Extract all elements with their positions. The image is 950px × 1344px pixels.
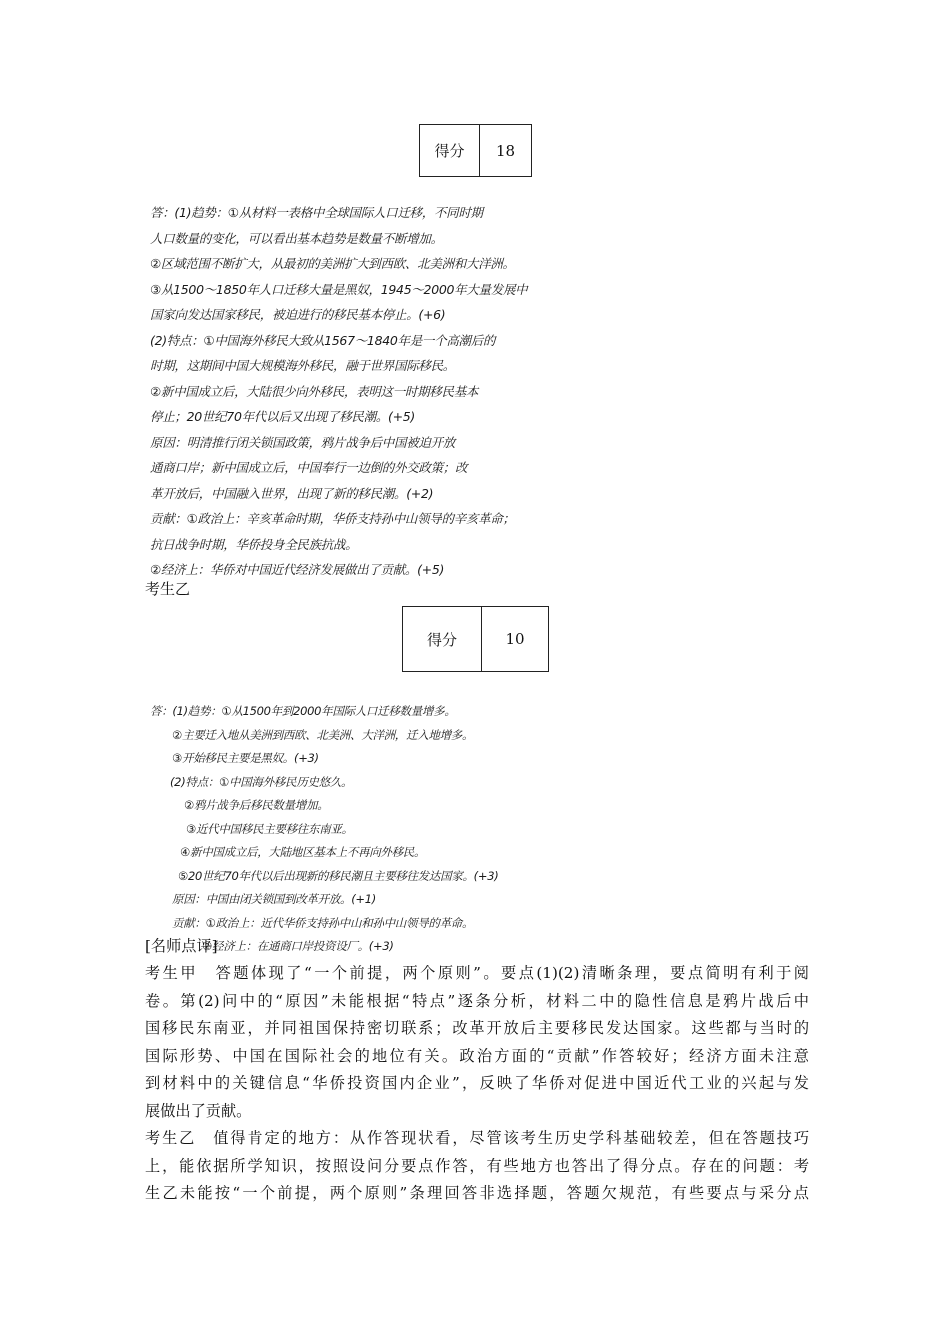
answer-b-line: ③开始移民主要是黑奴。(+3) xyxy=(172,751,319,765)
answer-b-line: ⑤20世纪70年代以后出现新的移民潮且主要移往发达国家。(+3) xyxy=(178,868,499,883)
comment-a-line: 到材料中的关键信息“华侨投资国内企业”，反映了华侨对促进中国近代工业的兴起与发 xyxy=(145,1074,809,1092)
answer-b-line: 贡献：①政治上：近代华侨支持孙中山和孙中山领导的革命。 xyxy=(172,915,474,930)
comment-b-line: 上，能依据所学知识，按照设问分要点作答，有些地方也答出了得分点。存在的问题：考 xyxy=(145,1156,809,1175)
comment-a-line: 国移民东南亚，并同祖国保持密切联系；改革开放后主要移民发达国家。这些都与当时的 xyxy=(145,1019,809,1037)
comment-a-line: 考生甲 答题体现了“一个前提，两个原则”。要点(1)(2)清晰条理，要点简明有利于阅 xyxy=(145,964,809,982)
answer-a-line: 人口数量的变化，可以看出基本趋势是数量不断增加。 xyxy=(150,230,443,246)
handwritten-answer-b xyxy=(150,700,498,959)
answer-b-line: ③近代中国移民主要移往东南亚。 xyxy=(186,821,353,836)
student-b-label: 考生乙 xyxy=(145,580,191,598)
answer-a-line: 国家向发达国家移民，被迫进行的移民基本停止。(+6) xyxy=(150,307,446,322)
answer-a-line: 原因：明清推行闭关锁国政策，鸦片战争后中国被迫开放 xyxy=(150,434,456,450)
answer-b-line: ②经济上：在通商口岸投资设厂。(+3) xyxy=(202,939,394,953)
score-label-b: 得分 xyxy=(426,630,457,649)
answer-b-line: ④新中国成立后，大陆地区基本上不再向外移民。 xyxy=(180,845,426,859)
answer-a-line: 答：(1)趋势：①从材料一表格中全球国际人口迁移，不同时期 xyxy=(150,205,483,220)
answer-b-line: ②鸦片战争后移民数量增加。 xyxy=(184,798,329,812)
answer-a-line: 通商口岸；新中国成立后，中国奉行一边倒的外交政策；改 xyxy=(150,460,468,475)
score-label-a: 得分 xyxy=(434,142,465,160)
answer-a-line: ②经济上：华侨对中国近代经济发展做出了贡献。(+5) xyxy=(150,562,445,577)
answer-b-line: ②主要迁入地从美洲到西欧、北美洲、大洋洲，迁入地增多。 xyxy=(172,727,474,742)
answer-a-line: 贡献：①政治上：辛亥革命时期，华侨支持孙中山领导的辛亥革命； xyxy=(150,511,515,526)
comment-a-line: 展做出了贡献。 xyxy=(145,1101,252,1120)
answer-a-line: 时期，这期间中国大规模海外移民，融于世界国际移民。 xyxy=(150,358,456,373)
comment-b-line: 生乙未能按“一个前提，两个原则”条理回答非选择题，答题欠规范，有些要点与采分点 xyxy=(145,1184,809,1202)
handwritten-answer-a xyxy=(150,200,527,583)
comment-a-line: 卷。第(2)问中的“原因”未能根据“特点”逐条分析，材料二中的隐性信息是鸦片战后中 xyxy=(145,991,809,1010)
comment-b-line: 考生乙 值得肯定的地方：从作答现状看，尽管该考生历史学科基础较差，但在答题技巧 xyxy=(145,1129,809,1147)
answer-a-line: 革开放后，中国融入世界，出现了新的移民潮。(+2) xyxy=(150,485,434,501)
answer-a-line: ②新中国成立后，大陆很少向外移民，表明这一时期移民基本 xyxy=(150,383,479,399)
answer-a-line: (2)特点：①中国海外移民大致从1567～1840年是一个高潮后的 xyxy=(150,332,496,348)
answer-a-line: 停止；20世纪70年代以后又出现了移民潮。(+5) xyxy=(150,409,415,424)
answer-a-line: 抗日战争时期，华侨投身全民族抗战。 xyxy=(150,536,358,552)
comment-a-line: 国际形势、中国在国际社会的地位有关。政治方面的“贡献”作答较好；经济方面未注意 xyxy=(145,1046,809,1065)
score-value-a: 18 xyxy=(479,125,531,176)
comment-student-a xyxy=(145,960,809,1125)
comment-student-b xyxy=(145,1125,809,1208)
comment-heading: [名师点评] xyxy=(145,937,218,955)
answer-b-line: 原因：中国由闭关锁国到改革开放。(+1) xyxy=(172,892,376,906)
score-box-b xyxy=(402,606,549,672)
answer-a-line: ②区域范围不断扩大，从最初的美洲扩大到西欧、北美洲和大洋洲。 xyxy=(150,256,515,271)
score-box-a xyxy=(419,124,532,177)
answer-a-line: ③从1500～1850年人口迁移大量是黑奴，1945～2000年大量发展中 xyxy=(150,281,528,297)
answer-b-line: (2)特点：①中国海外移民历史悠久。 xyxy=(170,774,353,789)
answer-b-line: 答：(1)趋势：①从1500年到2000年国际人口迁移数量增多。 xyxy=(150,704,456,718)
score-value-b: 10 xyxy=(481,607,548,671)
